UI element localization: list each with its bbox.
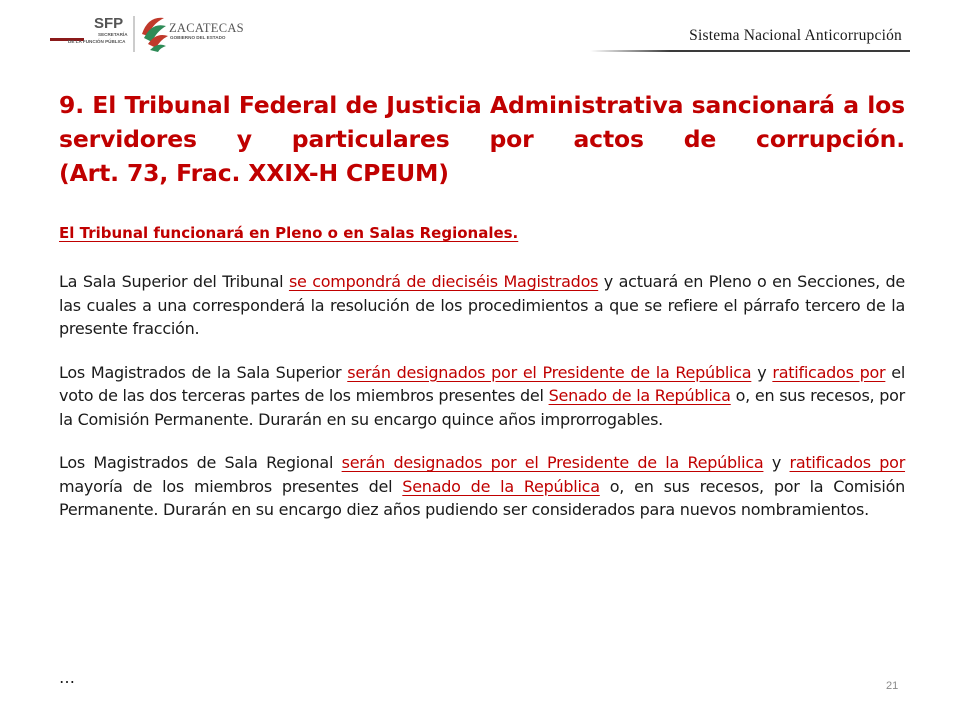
text-span: Los Magistrados de Sala Regional bbox=[59, 453, 342, 472]
header-rule bbox=[590, 50, 910, 52]
paragraph-sala-superior-composition bbox=[59, 270, 905, 341]
highlight-span: ratificados por bbox=[772, 362, 886, 382]
highlight-span: se compondrá de dieciséis Magistrados bbox=[288, 272, 599, 291]
highlight-span: Senado de la República bbox=[402, 476, 600, 496]
slide-content bbox=[59, 88, 905, 522]
text-span: o, en sus recesos, por la Comisión Permanente. Durarán en su encargo diez años pudiendo ser considerados para nuevos nombramientos. bbox=[59, 476, 905, 519]
header-title: Sistema Nacional Anticorrupción bbox=[689, 27, 902, 44]
highlight-span: serán designados por el Presidente de la República bbox=[341, 453, 764, 472]
highlight-span: Senado de la República bbox=[548, 386, 731, 405]
page-number: 21 bbox=[886, 680, 899, 692]
highlight-span: ratificados por bbox=[789, 453, 906, 472]
slide-heading bbox=[59, 88, 905, 190]
heading-line-2: servidores y particulares por actos de corrupción. bbox=[59, 125, 905, 153]
heading-line-1: 9. El Tribunal Federal de Justicia Administrativa sancionará a los bbox=[59, 91, 905, 119]
zacatecas-logo-text: ZACATECAS bbox=[169, 21, 244, 35]
paragraph-sala-superior-magistrados bbox=[59, 361, 905, 432]
highlight-span: serán designados por el Presidente de la República bbox=[347, 362, 752, 382]
sfp-logo bbox=[50, 15, 128, 44]
zacatecas-logo-sub: GOBIERNO DEL ESTADO bbox=[170, 35, 226, 40]
subheading: El Tribunal funcionará en Pleno o en Salas Regionales. bbox=[59, 224, 519, 242]
text-span: o, en sus recesos, por la Comisión Permanente. Durarán en su encargo quince años improrrogables. bbox=[59, 386, 906, 429]
text-span: La Sala Superior del Tribunal bbox=[59, 272, 289, 291]
text-span: mayoría de los miembros presentes del bbox=[59, 476, 403, 496]
text-span: Los Magistrados de la Sala Superior bbox=[59, 362, 348, 382]
paragraph-sala-regional-magistrados bbox=[59, 451, 905, 522]
text-span: y bbox=[763, 453, 790, 472]
sfp-logo-sub1: SECRETARÍA bbox=[98, 32, 128, 37]
sfp-logo-sub2: DE LA FUNCIÓN PÚBLICA bbox=[68, 39, 126, 44]
text-span: el voto de las dos terceras partes de los miembros presentes del bbox=[59, 362, 906, 405]
header-logos bbox=[48, 12, 248, 56]
zacatecas-emblem-icon bbox=[142, 18, 168, 52]
sfp-logo-text: SFP bbox=[94, 15, 124, 32]
heading-line-3: (Art. 73, Frac. XXIX-H CPEUM) bbox=[59, 159, 449, 187]
text-span: y bbox=[751, 362, 773, 382]
ellipsis: … bbox=[59, 668, 75, 687]
text-span: y actuará en Pleno o en Secciones, de las cuales a una corresponderá la resolución de los procedimientos a que se refiere el párrafo tercero de la presente fracción. bbox=[59, 272, 906, 338]
slide-header bbox=[0, 0, 960, 62]
